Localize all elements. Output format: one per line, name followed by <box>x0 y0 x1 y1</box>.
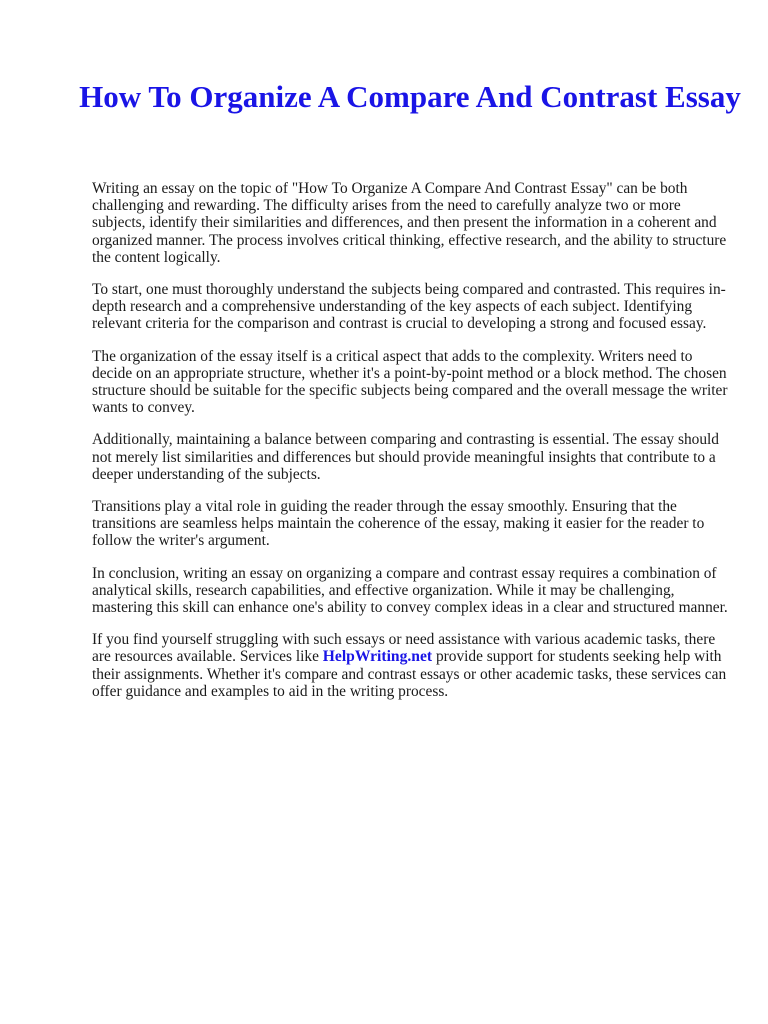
paragraph-balance: Additionally, maintaining a balance between comparing and contrasting is essential. The essay should not merely list similarities and differences but should provide meaningful insights that contribute to a deeper understanding of the subjects. <box>92 431 720 483</box>
essay-body <box>92 180 732 715</box>
paragraph-conclusion: In conclusion, writing an essay on organizing a compare and contrast essay requires a combination of analytical skills, research capabilities, and effective organization. While it may be challenging, mastering this skill can enhance one's ability to convey complex ideas in a clear and structured manner. <box>92 564 728 617</box>
paragraph-transitions: Transitions play a vital role in guiding the reader through the essay smoothly. Ensuring that the transitions are seamless helps maintain the coherence of the essay, making it easier for the reader to follow the writer's argument. <box>92 498 705 550</box>
paragraph-intro: Writing an essay on the topic of "How To Organize A Compare And Contrast Essay" can be both challenging and rewarding. The difficulty arises from the need to carefully analyze two or more subjects, identify their similarities and differences, and then present the information in a coherent and organized manner. The process involves critical thinking, effective research, and the ability to structure the content logically. <box>92 180 727 266</box>
paragraph-understanding: To start, one must thoroughly understand the subjects being compared and contrasted. This requires in-depth research and a comprehensive understanding of the key aspects of each subject. Identifying relevant criteria for the comparison and contrast is crucial to developing a strong and focused essay. <box>92 281 726 333</box>
page-title: How To Organize A Compare And Contrast Essay <box>79 79 741 114</box>
resources-text-before: If you find yourself struggling with such essays or need assistance with various academic tasks, there are resources available. Services like <box>92 631 716 666</box>
paragraph-organization: The organization of the essay itself is a critical aspect that adds to the complexity. Writers need to decide on an appropriate structure, whether it's a point-by-point method or a block method. The chosen structure should be suitable for the specific subjects being compared and the overall message the writer wants to convey. <box>92 347 728 417</box>
resources-text-after: provide support for students seeking help with their assignments. Whether it's compare and contrast essays or other academic tasks, these services can offer guidance and examples to aid in the writing process. <box>92 648 727 700</box>
paragraph-resources <box>92 631 732 700</box>
helpwriting-link[interactable]: HelpWriting.net <box>322 648 433 666</box>
